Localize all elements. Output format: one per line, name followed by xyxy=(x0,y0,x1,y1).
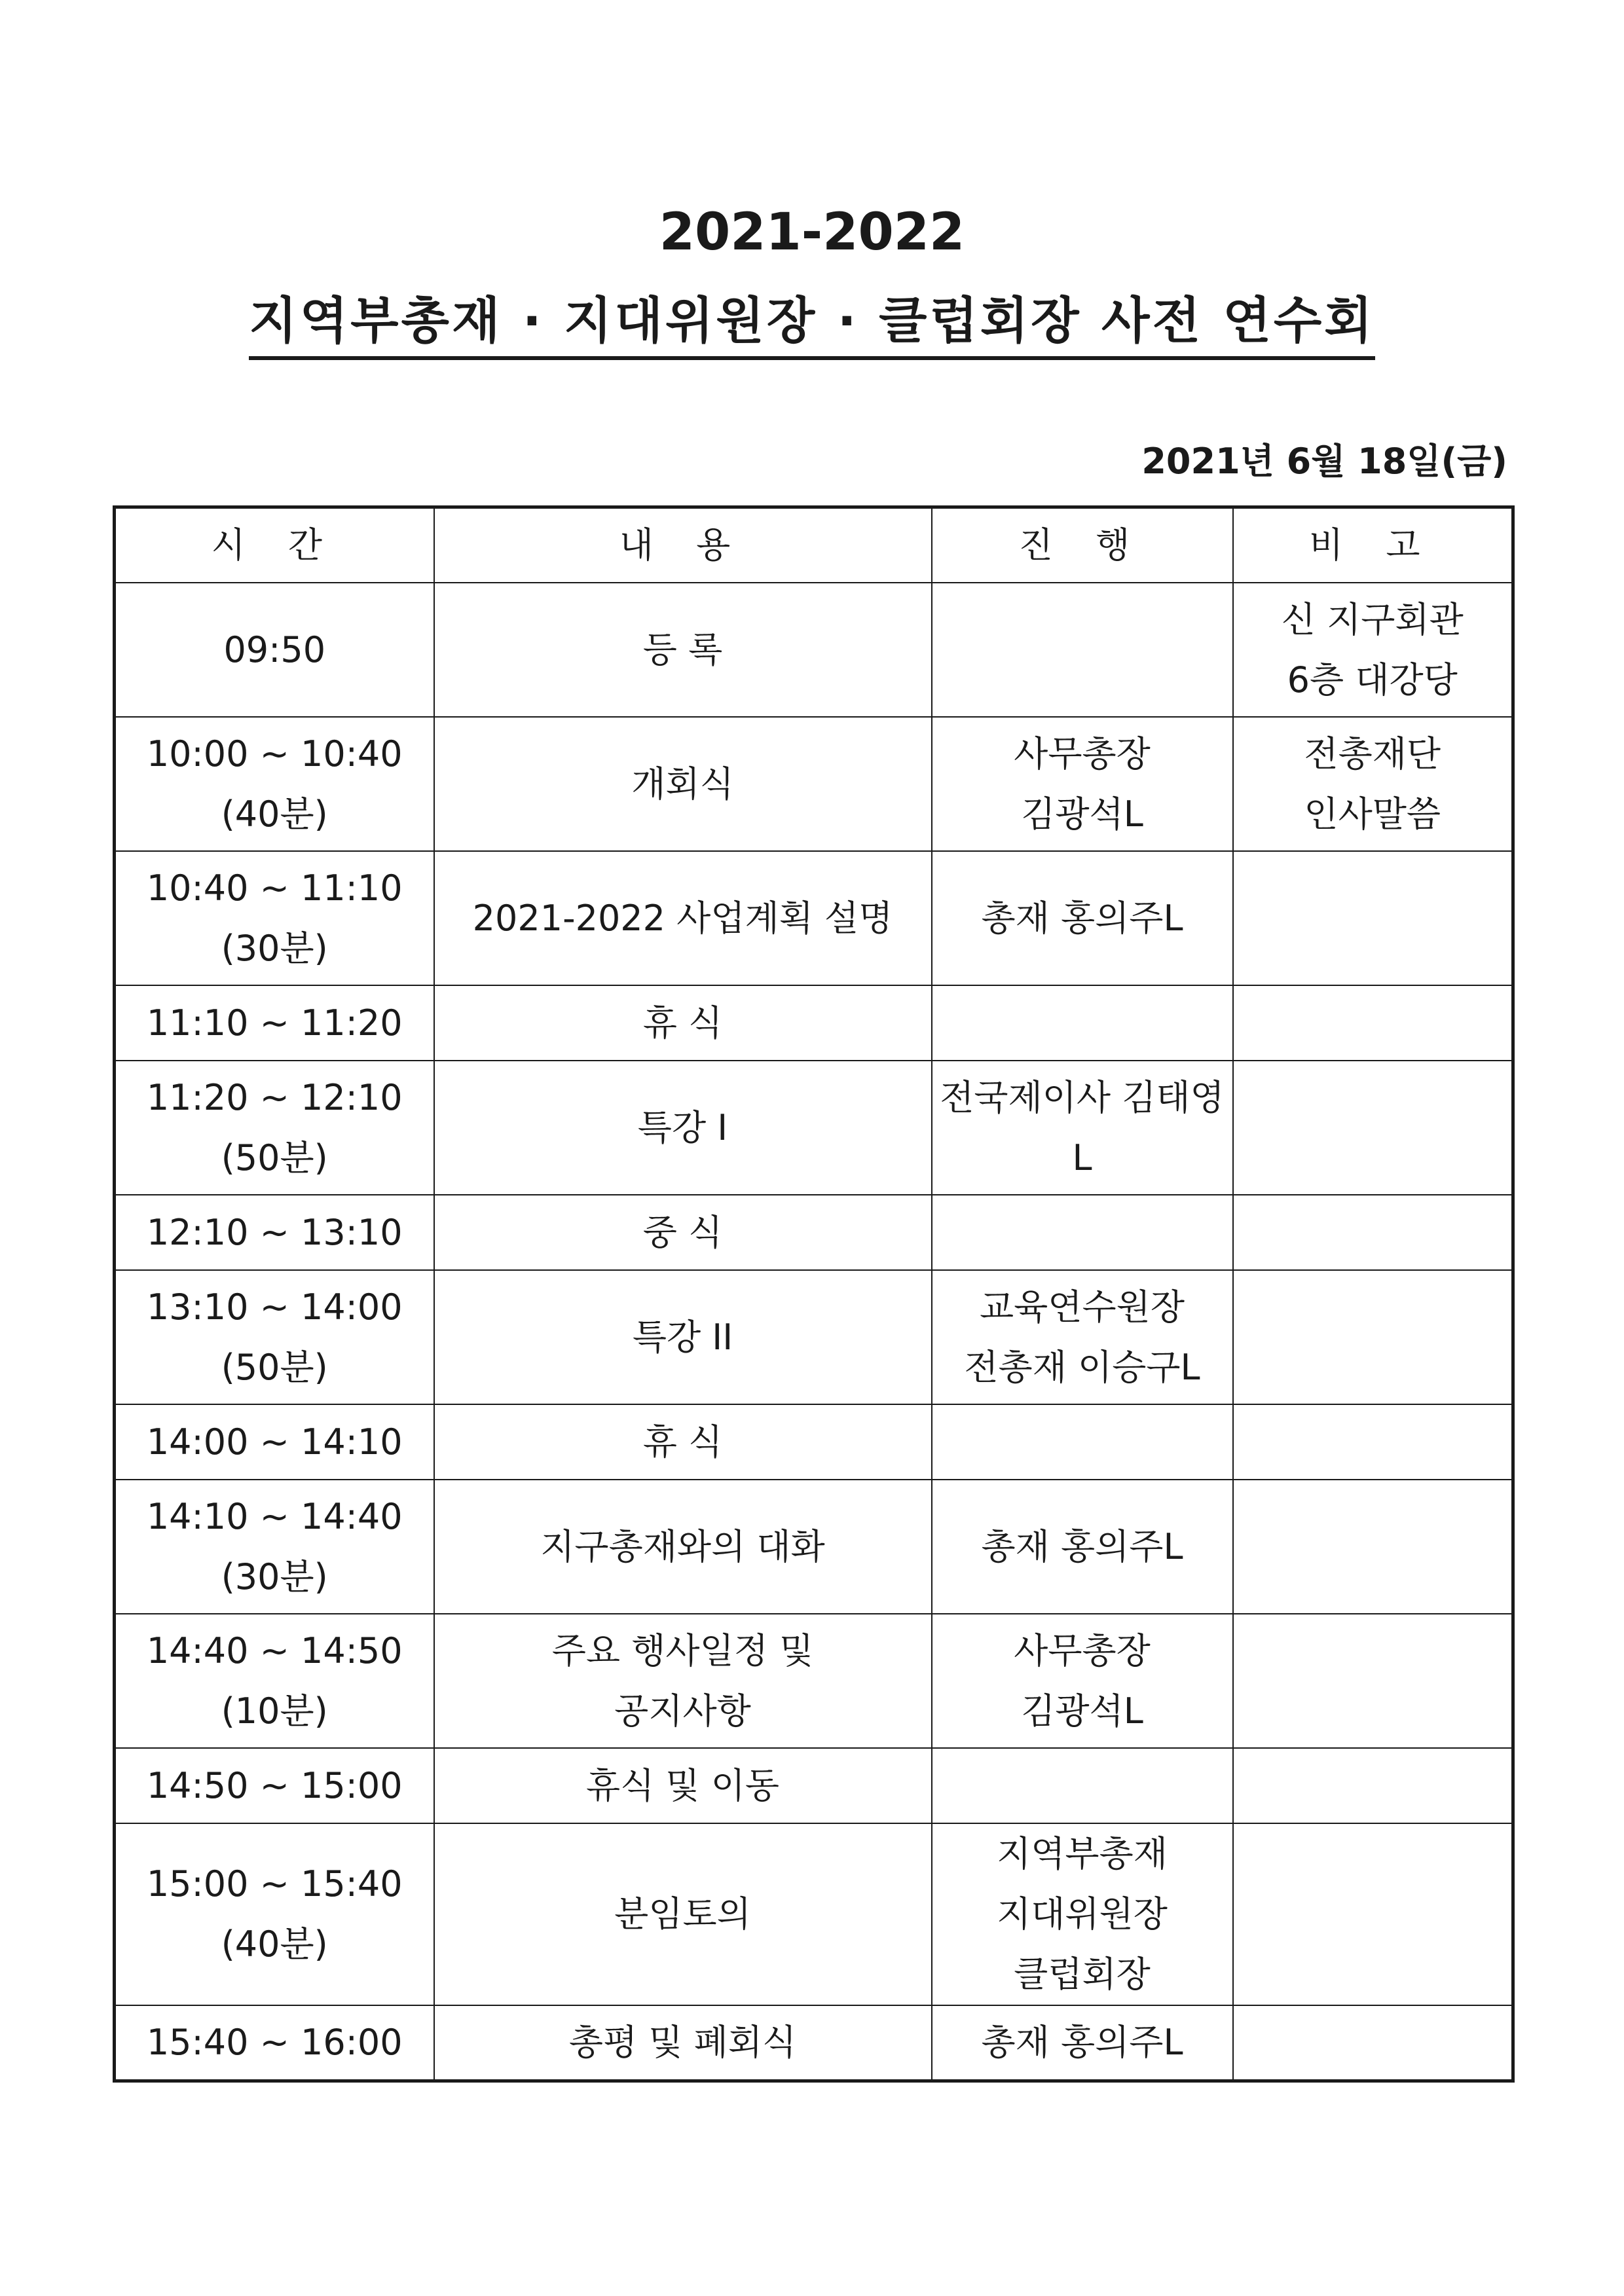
note-cell xyxy=(1233,1195,1513,1270)
time-range: 10:00 ~ 10:40 xyxy=(146,733,403,774)
note-text: 신 지구회관 xyxy=(1281,598,1464,640)
lead-text: 교육연수원장 xyxy=(980,1286,1185,1328)
note-cell xyxy=(1233,717,1513,851)
table-row xyxy=(115,1061,1513,1195)
content-text: 등 록 xyxy=(642,629,723,670)
content-cell xyxy=(434,1195,932,1270)
time-range: 10:40 ~ 11:10 xyxy=(146,867,403,909)
note-cell xyxy=(1233,1480,1513,1614)
table-row xyxy=(115,717,1513,851)
lead-cell xyxy=(932,985,1233,1061)
note-text: 인사말씀 xyxy=(1304,793,1441,835)
time-cell xyxy=(115,851,434,985)
time-range: 14:40 ~ 14:50 xyxy=(146,1630,403,1671)
lead-cell xyxy=(932,1195,1233,1270)
content-text: 주요 행사일정 및 xyxy=(551,1630,814,1671)
table-header-row xyxy=(115,507,1513,583)
note-cell xyxy=(1233,1614,1513,1748)
content-text: 지구총재와의 대화 xyxy=(540,1525,825,1567)
content-cell xyxy=(434,1270,932,1404)
table-row xyxy=(115,583,1513,717)
time-cell xyxy=(115,717,434,851)
schedule-table xyxy=(113,505,1515,2083)
title-year: 2021-2022 xyxy=(659,203,965,262)
table-row xyxy=(115,1195,1513,1270)
note-cell xyxy=(1233,583,1513,717)
table-row xyxy=(115,851,1513,985)
lead-cell xyxy=(932,1061,1233,1195)
content-text: 특강 II xyxy=(632,1316,733,1358)
lead-cell xyxy=(932,583,1233,717)
lead-cell xyxy=(932,2005,1233,2081)
time-duration: (40분) xyxy=(221,793,328,835)
note-text: 전총재단 xyxy=(1304,733,1441,774)
content-text: 총평 및 폐회식 xyxy=(568,2021,797,2063)
lead-text: 지역부총재 xyxy=(997,1833,1168,1874)
lead-cell xyxy=(932,1404,1233,1480)
lead-text: 김광석L xyxy=(1021,793,1143,835)
note-cell xyxy=(1233,2005,1513,2081)
note-cell xyxy=(1233,1404,1513,1480)
content-cell xyxy=(434,1823,932,2005)
content-cell xyxy=(434,1404,932,1480)
content-cell xyxy=(434,851,932,985)
note-cell xyxy=(1233,851,1513,985)
lead-text: 전총재 이승구L xyxy=(964,1346,1200,1388)
time-duration: (50분) xyxy=(221,1346,328,1388)
time-cell xyxy=(115,1748,434,1823)
time-cell xyxy=(115,1614,434,1748)
table-row xyxy=(115,1270,1513,1404)
lead-text: 전국제이사 김태영L xyxy=(940,1076,1225,1178)
lead-cell xyxy=(932,1748,1233,1823)
time-duration: (10분) xyxy=(221,1690,328,1732)
content-text: 특강 I xyxy=(637,1106,728,1148)
lead-cell xyxy=(932,1614,1233,1748)
lead-cell xyxy=(932,1480,1233,1614)
table-row xyxy=(115,2005,1513,2081)
time-range: 14:50 ~ 15:00 xyxy=(146,1764,403,1806)
note-cell xyxy=(1233,1823,1513,2005)
header-time: 시 간 xyxy=(115,507,434,583)
lead-text: 사무총장 xyxy=(1014,733,1151,774)
lead-text: 지대위원장 xyxy=(997,1893,1168,1935)
time-cell xyxy=(115,1061,434,1195)
lead-cell xyxy=(932,1823,1233,2005)
table-row xyxy=(115,1404,1513,1480)
title-main-text: 지역부총재 · 지대위원장 · 클럽회장 사전 연수회 xyxy=(249,288,1375,360)
content-cell xyxy=(434,2005,932,2081)
lead-text: 총재 홍의주L xyxy=(981,897,1183,939)
table-row xyxy=(115,1748,1513,1823)
table-row xyxy=(115,1614,1513,1748)
note-cell xyxy=(1233,1748,1513,1823)
time-range: 12:10 ~ 13:10 xyxy=(146,1211,403,1253)
table-row xyxy=(115,1823,1513,2005)
time-range: 15:40 ~ 16:00 xyxy=(146,2021,403,2063)
time-range: 14:10 ~ 14:40 xyxy=(146,1495,403,1537)
time-duration: (30분) xyxy=(221,927,328,969)
time-cell xyxy=(115,1823,434,2005)
time-range: 14:00 ~ 14:10 xyxy=(146,1421,403,1463)
time-range: 15:00 ~ 15:40 xyxy=(146,1863,403,1904)
content-cell xyxy=(434,583,932,717)
content-text: 휴 식 xyxy=(642,1421,723,1463)
title-main xyxy=(0,288,1624,360)
header-note: 비 고 xyxy=(1233,507,1513,583)
time-cell xyxy=(115,1270,434,1404)
time-range: 09:50 xyxy=(223,629,326,670)
content-cell xyxy=(434,985,932,1061)
note-cell xyxy=(1233,1061,1513,1195)
content-cell xyxy=(434,1614,932,1748)
event-date: 2021년 6월 18일(금) xyxy=(1141,441,1507,482)
lead-text: 사무총장 xyxy=(1014,1630,1151,1671)
content-text: 휴 식 xyxy=(642,1002,723,1044)
time-duration: (50분) xyxy=(221,1137,328,1178)
content-text: 휴식 및 이동 xyxy=(585,1764,780,1806)
header-content: 내 용 xyxy=(434,507,932,583)
lead-text: 김광석L xyxy=(1021,1690,1143,1732)
time-duration: (30분) xyxy=(221,1556,328,1597)
time-cell xyxy=(115,1480,434,1614)
lead-cell xyxy=(932,1270,1233,1404)
time-cell xyxy=(115,2005,434,2081)
content-text: 중 식 xyxy=(642,1211,723,1253)
time-range: 13:10 ~ 14:00 xyxy=(146,1286,403,1328)
note-text: 6층 대강당 xyxy=(1287,659,1458,701)
content-cell xyxy=(434,717,932,851)
content-cell xyxy=(434,1748,932,1823)
content-text: 개회식 xyxy=(631,763,734,805)
time-cell xyxy=(115,1404,434,1480)
note-cell xyxy=(1233,985,1513,1061)
note-cell xyxy=(1233,1270,1513,1404)
lead-text: 클럽회장 xyxy=(1014,1954,1151,1995)
table-row xyxy=(115,985,1513,1061)
content-text: 분임토의 xyxy=(614,1893,751,1935)
time-cell xyxy=(115,583,434,717)
content-text: 공지사항 xyxy=(614,1690,751,1732)
time-range: 11:10 ~ 11:20 xyxy=(146,1002,403,1044)
time-cell xyxy=(115,985,434,1061)
time-duration: (40분) xyxy=(221,1923,328,1965)
time-cell xyxy=(115,1195,434,1270)
lead-text: 총재 홍의주L xyxy=(981,2021,1183,2063)
lead-cell xyxy=(932,851,1233,985)
header-lead: 진 행 xyxy=(932,507,1233,583)
lead-text: 총재 홍의주L xyxy=(981,1525,1183,1567)
content-cell xyxy=(434,1480,932,1614)
content-text: 2021-2022 사업계획 설명 xyxy=(472,897,893,939)
table-row xyxy=(115,1480,1513,1614)
time-range: 11:20 ~ 12:10 xyxy=(146,1076,403,1118)
content-cell xyxy=(434,1061,932,1195)
lead-cell xyxy=(932,717,1233,851)
